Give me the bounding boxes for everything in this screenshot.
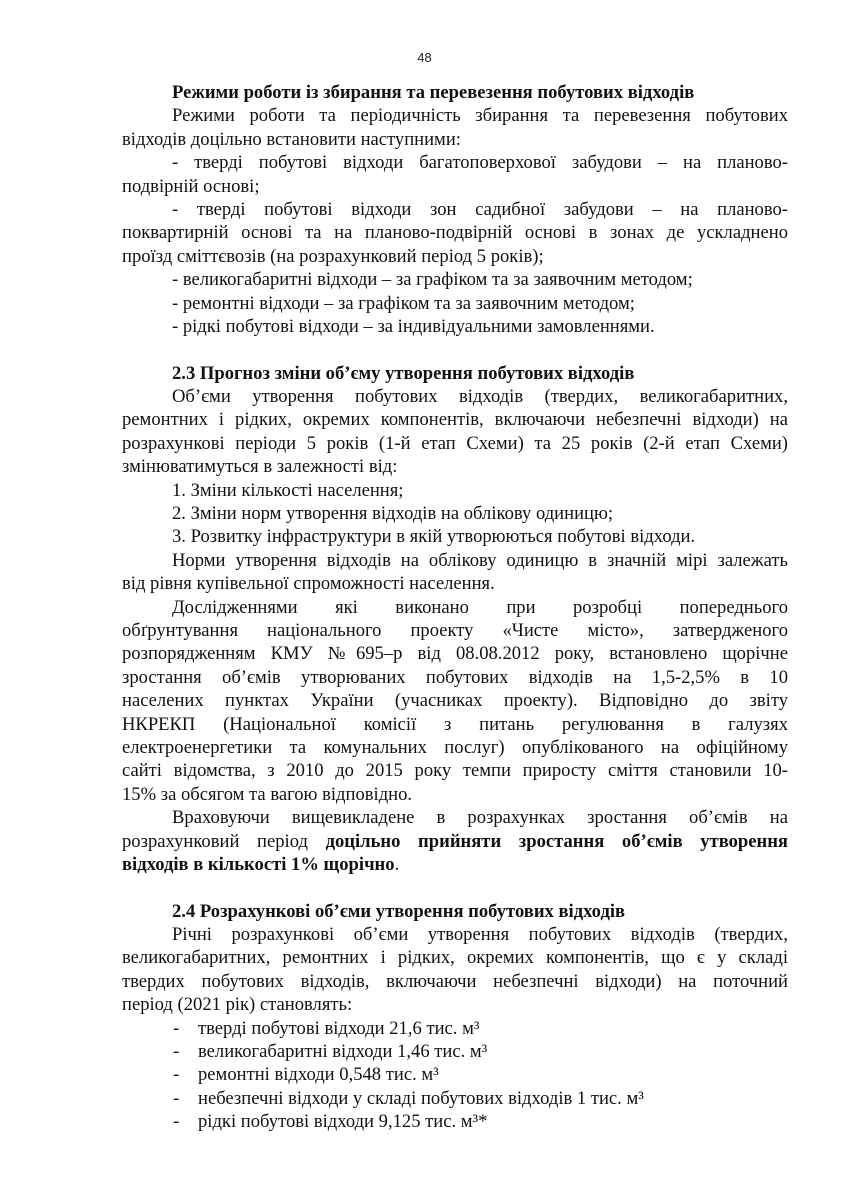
dash-bullet: - <box>173 1087 180 1109</box>
volume-item <box>122 1110 788 1133</box>
section-heading-2-4: 2.4 Розрахункові об’єми утворення побутових відходів <box>172 900 626 922</box>
list-item-continuation: проїзд сміттєвозів (на розрахунковий період 5 років); <box>122 245 544 267</box>
volume-text: ремонтні відходи 0,548 тис. м³ <box>198 1064 439 1086</box>
list-item: - рідкі побутові відходи – за індивідуальними замовленнями. <box>172 315 655 337</box>
paragraph-line: сайті відомства, з 2010 до 2015 року темпи приросту сміття становили 10- <box>122 760 788 782</box>
spacer <box>122 338 788 361</box>
paragraph-line: ремонтних і рідких, окремих компонентів, включаючи небезпечні відходи) на <box>122 409 788 431</box>
volume-item <box>122 1017 788 1040</box>
volume-text: небезпечні відходи у складі побутових відходів 1 тис. м³ <box>198 1087 644 1109</box>
paragraph-line: Враховуючи вищевикладене в розрахунках зростання об’ємів на <box>172 807 788 829</box>
volume-item <box>122 1040 788 1063</box>
factor-item: 2. Зміни норм утворення відходів на облікову одиницю; <box>172 503 614 525</box>
volume-item <box>122 1063 788 1086</box>
volume-item <box>122 1087 788 1110</box>
paragraph-line: Річні розрахункові об’єми утворення побутових відходів (твердих, <box>172 924 788 946</box>
section-heading-regimes: Режими роботи із збирання та перевезення побутових відходів <box>172 82 695 103</box>
factor-item: 3. Розвитку інфраструктури в якій утворюються побутові відходи. <box>172 526 696 548</box>
volume-text: великогабаритні відходи 1,46 тис. м³ <box>198 1041 488 1063</box>
paragraph-line: змінюватимуться в залежності від: <box>122 456 398 478</box>
text-normal: . <box>394 853 400 875</box>
factor-item: 1. Зміни кількості населення; <box>172 479 404 501</box>
paragraph-line: розрахункові періоди 5 років (1-й етап Схеми) та 25 років (2-й етап Схеми) <box>122 432 788 454</box>
text-normal: розрахунковий період <box>122 830 308 852</box>
page-number: 48 <box>417 50 432 65</box>
list-item: - тверді побутові відходи зон садибної забудови – на планово- <box>172 198 788 220</box>
paragraph-line: період (2021 рік) становлять: <box>122 994 353 1016</box>
spacer <box>122 876 788 899</box>
volume-text: рідкі побутові відходи 9,125 тис. м³* <box>198 1111 488 1133</box>
paragraph-line: НКРЕКП (Національної комісії з питань регулювання в галузях <box>122 713 788 735</box>
list-item-continuation: поквартирній основі та на планово-подвірній основі в зонах де ускладнено <box>122 222 788 244</box>
paragraph-line <box>122 830 788 853</box>
text-bold-conclusion: доцільно прийняти зростання об’ємів утворення <box>325 830 788 852</box>
paragraph-line: великогабаритних, ремонтних і рідких, окремих компонентів, що є у складі <box>122 947 788 969</box>
dash-bullet: - <box>173 1041 180 1063</box>
dash-bullet: - <box>173 1111 180 1133</box>
list-item: - великогабаритні відходи – за графіком та за заявочним методом; <box>172 269 693 291</box>
paragraph-line: населених пунктах України (учасниках проекту). Відповідно до звіту <box>122 690 788 712</box>
paragraph-line <box>122 853 788 876</box>
paragraph-line: Режими роботи та періодичність збирання та перевезення побутових <box>172 105 788 127</box>
list-item: - тверді побутові відходи багатоповерхової забудови – на планово- <box>172 152 788 174</box>
dash-bullet: - <box>173 1064 180 1086</box>
section-heading-2-3: 2.3 Прогноз зміни об’єму утворення побутових відходів <box>172 362 635 384</box>
paragraph-line: електроенергетики та комунальних послуг) опублікованого на офіційному <box>122 736 788 758</box>
list-item: - ремонтні відходи – за графіком та за заявочним методом; <box>172 292 635 314</box>
dash-bullet: - <box>173 1017 180 1039</box>
paragraph-line: Об’єми утворення побутових відходів (твердих, великогабаритних, <box>172 386 788 408</box>
paragraph-line: твердих побутових відходів, включаючи небезпечні відходи) на поточний <box>122 970 788 992</box>
document-body <box>122 81 788 1134</box>
paragraph-line: 15% за обсягом та вагою відповідно. <box>122 783 413 805</box>
volume-text: тверді побутові відходи 21,6 тис. м³ <box>198 1017 480 1039</box>
list-item-continuation: подвірній основі; <box>122 175 260 197</box>
paragraph-line: відходів доцільно встановити наступними: <box>122 128 461 150</box>
paragraph-line: Дослідженнями які виконано при розробці попереднього <box>172 596 788 618</box>
paragraph-line: від рівня купівельної спроможності населення. <box>122 573 495 595</box>
paragraph-line: обґрунтування національного проекту «Чисте місто», затвердженого <box>122 619 788 641</box>
text-bold-conclusion: відходів в кількості 1% щорічно <box>122 853 395 875</box>
paragraph-line: зростання об’ємів утворюваних побутових відходів на 1,5-2,5% в 10 <box>122 666 788 688</box>
paragraph-line: розпорядженням КМУ №695–р від 08.08.2012 року, встановлено щорічне <box>122 643 788 665</box>
paragraph-line: Норми утворення відходів на облікову одиницю в значній мірі залежать <box>172 549 788 571</box>
